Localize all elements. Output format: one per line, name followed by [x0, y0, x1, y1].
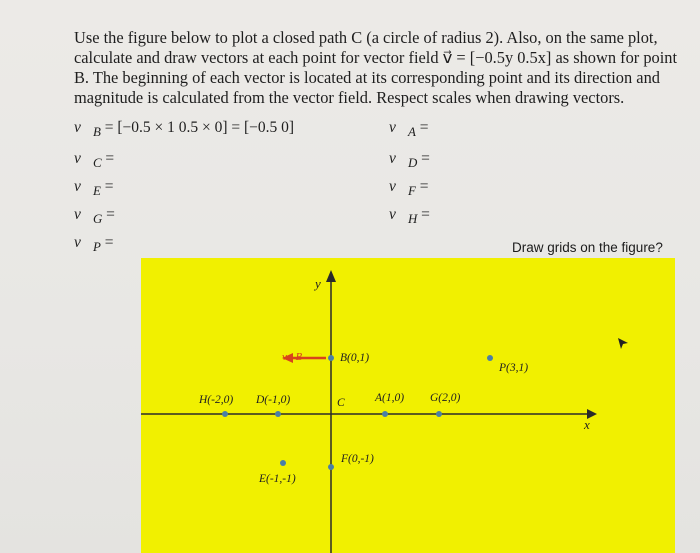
- cursor-icon: [616, 336, 630, 350]
- point-p-label: P(3,1): [499, 362, 529, 374]
- equation-vH: $v⃗_H$ =: [389, 206, 430, 227]
- y-axis-label: y: [315, 276, 321, 291]
- point-f-label: F(0,-1): [341, 453, 374, 465]
- point-b[interactable]: [328, 355, 334, 361]
- plot-area[interactable]: [141, 258, 675, 553]
- point-h[interactable]: [222, 411, 228, 417]
- point-c-label: C: [337, 397, 345, 409]
- equation-vC: $v⃗_C$ =: [74, 150, 115, 171]
- point-b-label: B(0,1): [340, 352, 370, 364]
- point-a-label: A(1,0): [375, 392, 405, 404]
- point-g[interactable]: [436, 411, 442, 417]
- grid-question-note: Draw grids on the figure?: [512, 240, 663, 255]
- equation-vA: $v⃗_A$ =: [389, 119, 429, 140]
- equation-vP: $v⃗_P$ =: [74, 234, 114, 255]
- point-e[interactable]: [280, 460, 286, 466]
- problem-line-1: Use the figure below to plot a closed path C (a circle of radius 2). Also, on the same plot,: [74, 28, 658, 47]
- point-a[interactable]: [382, 411, 388, 417]
- equation-vF: $v⃗_F$ =: [389, 178, 429, 199]
- y-axis-arrowhead: [326, 270, 336, 282]
- problem-statement: [74, 28, 686, 108]
- point-d-label: D(-1,0): [256, 394, 291, 406]
- equation-vG: $v⃗_G$ =: [74, 206, 115, 227]
- problem-line-3: B. The beginning of each vector is located at its corresponding point and its direction and: [74, 68, 660, 87]
- problem-line-4: magnitude is calculated from the vector field. Respect scales when drawing vectors.: [74, 88, 625, 107]
- vector-b-label: v⃗B: [282, 351, 303, 363]
- equation-vE: $v⃗_E$ =: [74, 178, 114, 199]
- point-p[interactable]: [487, 355, 493, 361]
- x-axis-label: x: [584, 417, 590, 432]
- point-g-label: G(2,0): [430, 392, 461, 404]
- point-f[interactable]: [328, 464, 334, 470]
- problem-line-2: calculate and draw vectors at each point for vector field v⃗ = [−0.5y 0.5x] as shown for point: [74, 48, 678, 67]
- point-e-label: E(-1,-1): [259, 473, 296, 485]
- equation-vB: $v⃗_B = [-0.5 \times 1$ 0.5 × 0] = [−0.5 0]: [74, 119, 295, 140]
- point-h-label: H(-2,0): [199, 394, 234, 406]
- point-d[interactable]: [275, 411, 281, 417]
- equation-vD: $v⃗_D$ =: [389, 150, 430, 171]
